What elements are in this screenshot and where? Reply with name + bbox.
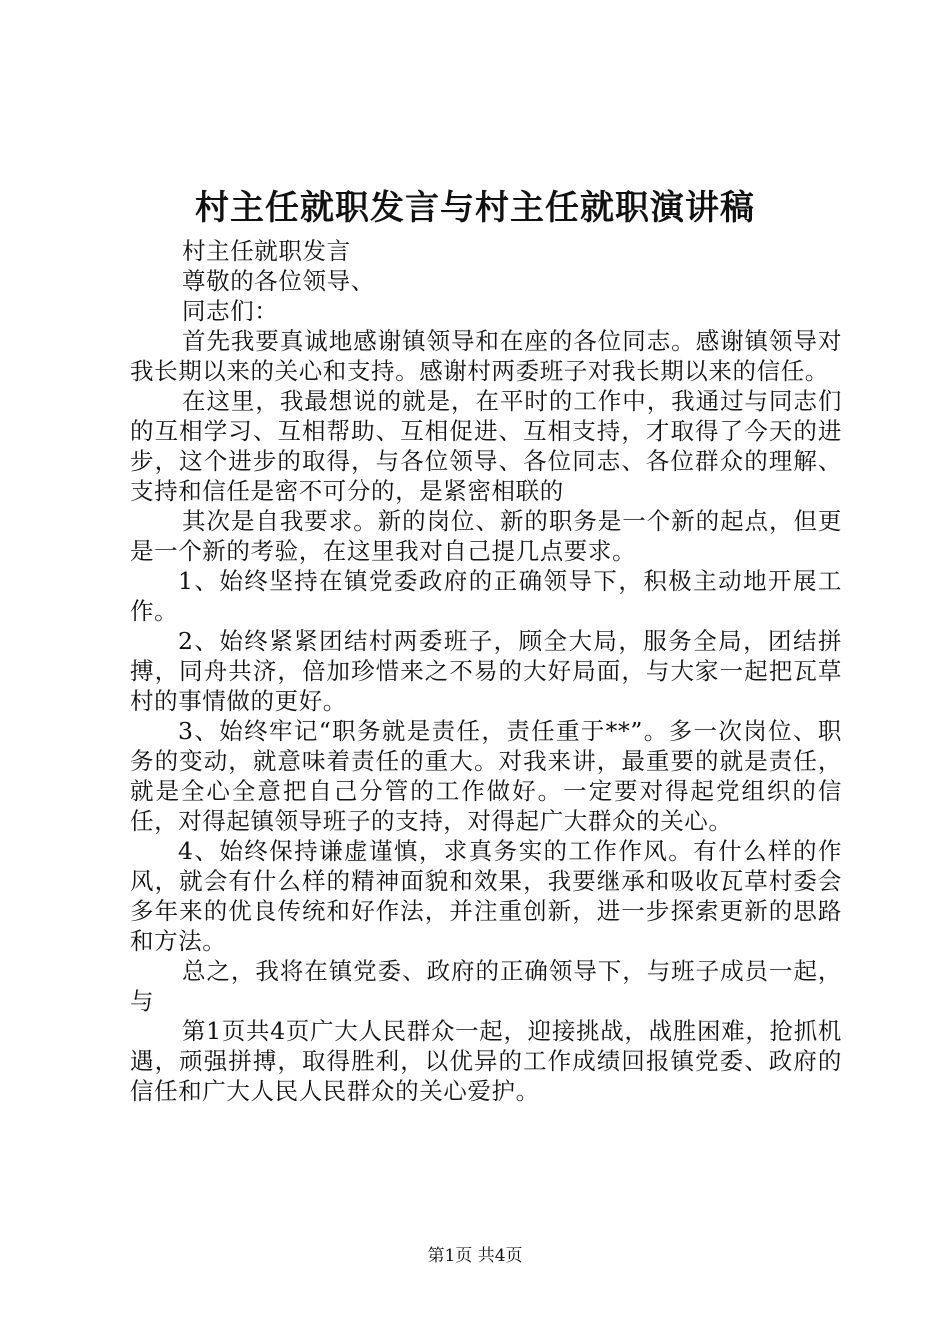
paragraph: 在这里，我最想说的就是，在平时的工作中，我通过与同志们的互相学习、互相帮助、互相促进、互相支持，才取得了今天的进步，这个进步的取得，与各位领导、各位同志、各位群众的理解、支持和信任是密不可分的，是紧密相联的: [130, 387, 842, 505]
paragraph: 其次是自我要求。新的岗位、新的职务是一个新的起点，但更是一个新的考验，在这里我对自己提几点要求。: [130, 507, 842, 565]
list-item: 3、始终牢记“职务就是责任，责任重于**”。多一次岗位、职务的变动，就意味着责任的重大。对我来讲，最重要的就是责任，就是全心全意把自己分管的工作做好。一定要对得起党组织的信任，对得起镇领导班子的支持，对得起广大群众的关心。: [130, 717, 842, 835]
paragraph-salutation-2: 同志们：: [182, 297, 279, 325]
list-item: 2、始终紧紧团结村两委班子，顾全大局，服务全局，团结拼搏，同舟共济，倍加珍惜来之不易的大好局面，与大家一起把瓦草村的事情做的更好。: [130, 627, 842, 715]
paragraph: 总之，我将在镇党委、政府的正确领导下，与班子成员一起，与: [130, 957, 842, 1015]
document-body: [130, 236, 842, 1106]
list-item: 4、始终保持谦虚谨慎，求真务实的工作作风。有什么样的作风，就会有什么样的精神面貌和效果，我要继承和吸收瓦草村委会多年来的优良传统和好作法，并注重创新，进一步探索更新的思路和方法。: [130, 837, 842, 955]
paragraph-heading: 村主任就职发言: [182, 237, 351, 265]
page-footer: 第1页 共4页: [427, 1246, 523, 1266]
paragraph-salutation: 尊敬的各位领导、: [182, 267, 375, 295]
paragraph: 首先我要真诚地感谢镇领导和在座的各位同志。感谢镇领导对我长期以来的关心和支持。感谢村两委班子对我长期以来的信任。: [130, 327, 842, 385]
paragraph: 第1页共4页广大人民群众一起，迎接挑战，战胜困难，抢抓机遇，顽强拼搏，取得胜利，以优异的工作成绩回报镇党委、政府的信任和广大人民人民群众的关心爱护。: [130, 1017, 842, 1105]
document-title: 村主任就职发言与村主任就职演讲稿: [195, 188, 755, 228]
list-item: 1、始终坚持在镇党委政府的正确领导下，积极主动地开展工作。: [130, 567, 842, 625]
